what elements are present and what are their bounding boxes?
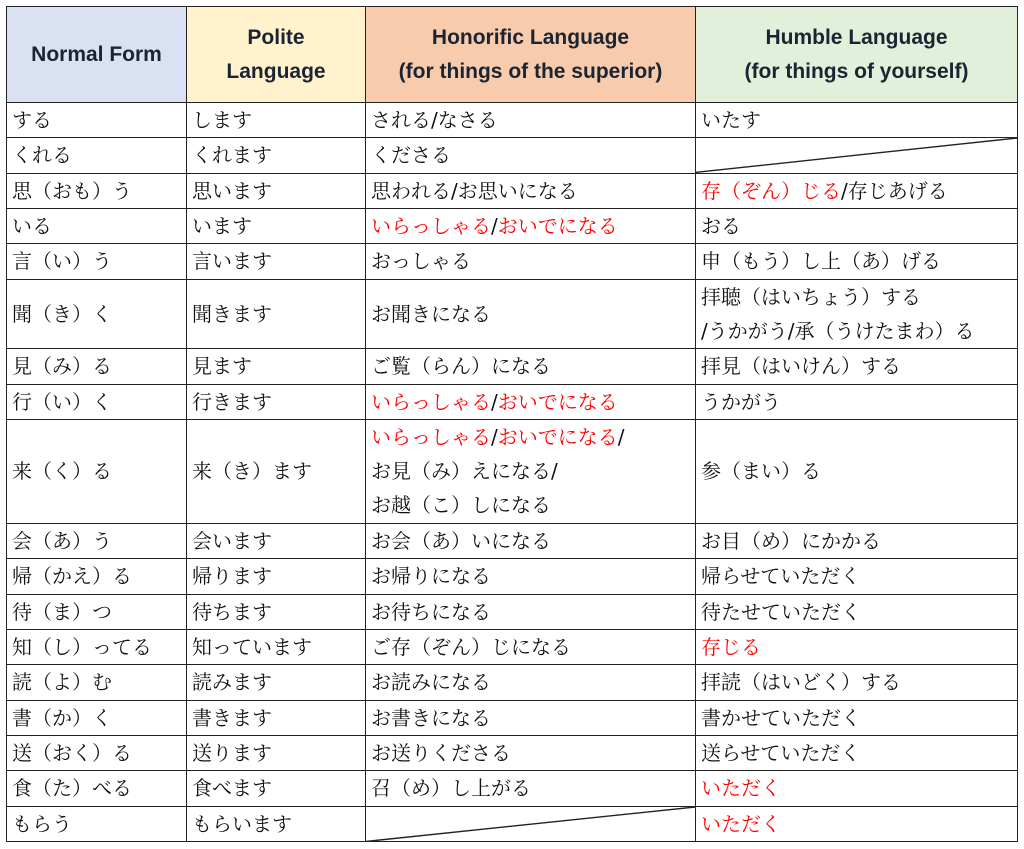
humble-line (701, 807, 1017, 841)
cell-honorific-not-applicable (366, 806, 696, 841)
cell-humble (696, 523, 1018, 558)
honorific-line (371, 174, 695, 208)
cell-normal-form: 食（た）べる (7, 771, 187, 806)
cell-honorific (366, 173, 696, 208)
text-segment: 拝聴（はいちょう）する (701, 284, 921, 309)
cell-polite: 見ます (187, 349, 366, 384)
cell-polite: 送ります (187, 735, 366, 770)
cell-humble (696, 384, 1018, 419)
cell-humble (696, 700, 1018, 735)
text-segment: 思われる/お思いになる (371, 178, 578, 203)
honorific-line (371, 385, 695, 419)
honorific-line (371, 559, 695, 593)
text-segment: おっしゃる (371, 249, 471, 274)
cell-honorific (366, 629, 696, 664)
cell-honorific (366, 384, 696, 419)
cell-polite: くれます (187, 138, 366, 173)
cell-normal-form: 知（し）ってる (7, 629, 187, 664)
table-row (7, 629, 1018, 664)
header-humble-language (696, 7, 1018, 103)
text-segment: 召（め）し上がる (371, 776, 531, 801)
humble-line (701, 524, 1017, 558)
honorific-line (371, 524, 695, 558)
text-segment: お書きになる (371, 705, 491, 730)
cell-normal-form: くれる (7, 138, 187, 173)
highlighted-text: いらっしゃる (371, 425, 491, 450)
cell-normal-form: 送（おく）る (7, 735, 187, 770)
text-segment: / (491, 425, 498, 450)
text-segment: お越（こ）しになる (371, 493, 551, 518)
cell-normal-form: いる (7, 208, 187, 243)
table-row (7, 103, 1018, 138)
table-row (7, 665, 1018, 700)
cell-polite: 待ちます (187, 594, 366, 629)
text-segment: お待ちになる (371, 599, 491, 624)
table-row (7, 771, 1018, 806)
table-row (7, 208, 1018, 243)
header-row (7, 7, 1018, 103)
cell-normal-form: 行（い）く (7, 384, 187, 419)
text-segment: 申（もう）し上（あ）げる (701, 249, 941, 274)
text-segment: お送りくださる (371, 741, 511, 766)
cell-humble (696, 629, 1018, 664)
text-segment: ご存（ぞん）じになる (371, 635, 571, 660)
text-segment: される/なさる (371, 108, 498, 133)
header-honorific-language (366, 7, 696, 103)
table-row (7, 419, 1018, 523)
highlighted-text: 存じる (701, 635, 761, 660)
text-segment: ご覧（らん）になる (371, 354, 551, 379)
cell-honorific (366, 138, 696, 173)
cell-normal-form: 書（か）く (7, 700, 187, 735)
honorific-line (371, 630, 695, 664)
cell-humble (696, 279, 1018, 349)
humble-line (701, 174, 1017, 208)
cell-polite: します (187, 103, 366, 138)
cell-normal-form: する (7, 103, 187, 138)
cell-normal-form: 言（い）う (7, 244, 187, 279)
cell-normal-form: 待（ま）つ (7, 594, 187, 629)
honorific-line (371, 349, 695, 383)
text-segment: / (491, 214, 498, 239)
honorific-line (371, 771, 695, 805)
text-segment: 書かせていただく (701, 705, 861, 730)
cell-polite: 聞きます (187, 279, 366, 349)
humble-line (701, 244, 1017, 278)
cell-polite: 来（き）ます (187, 419, 366, 523)
highlighted-text: いただく (701, 776, 781, 801)
header-normal-form (7, 7, 187, 103)
cell-humble (696, 594, 1018, 629)
header-line: Honorific Language (431, 25, 630, 49)
cell-honorific (366, 735, 696, 770)
cell-humble (696, 665, 1018, 700)
table-row (7, 523, 1018, 558)
keigo-table (6, 6, 1018, 842)
cell-humble (696, 208, 1018, 243)
honorific-line (371, 209, 695, 243)
honorific-line (371, 454, 695, 488)
table-row (7, 735, 1018, 770)
cell-honorific (366, 419, 696, 523)
text-segment: / (617, 425, 625, 450)
cell-humble (696, 244, 1018, 279)
humble-line (701, 209, 1017, 243)
cell-polite: 行きます (187, 384, 366, 419)
humble-line (701, 454, 1017, 488)
humble-line (701, 385, 1017, 419)
cell-polite: 食べます (187, 771, 366, 806)
text-segment: うかがう (701, 389, 781, 414)
cell-polite: 読みます (187, 665, 366, 700)
cell-humble (696, 173, 1018, 208)
cell-humble (696, 559, 1018, 594)
cell-polite: います (187, 208, 366, 243)
text-segment: / (491, 389, 498, 414)
humble-line (701, 314, 1017, 348)
text-segment: お帰りになる (371, 564, 491, 589)
header-line: Humble Language (765, 25, 948, 49)
cell-humble (696, 806, 1018, 841)
cell-normal-form: 読（よ）む (7, 665, 187, 700)
text-segment: 待たせていただく (701, 599, 861, 624)
humble-line (701, 665, 1017, 699)
table-row (7, 594, 1018, 629)
humble-line (701, 701, 1017, 735)
cell-humble-not-applicable (696, 138, 1018, 173)
humble-line (701, 630, 1017, 664)
highlighted-text: おいでになる (497, 425, 618, 450)
cell-honorific (366, 700, 696, 735)
highlighted-text: いらっしゃる (371, 214, 491, 239)
highlighted-text: いらっしゃる (371, 389, 491, 414)
cell-honorific (366, 279, 696, 349)
table-row (7, 806, 1018, 841)
humble-line (701, 559, 1017, 593)
text-segment: /存じあげる (841, 178, 948, 203)
text-segment: 参（まい）る (701, 459, 821, 484)
header-line: (for things of the superior) (398, 59, 663, 83)
cell-humble (696, 419, 1018, 523)
cell-polite: 言います (187, 244, 366, 279)
cell-normal-form: 来（く）る (7, 419, 187, 523)
honorific-line (371, 297, 695, 331)
text-segment: おる (701, 214, 741, 239)
cell-honorific (366, 103, 696, 138)
text-segment: 帰らせていただく (701, 564, 861, 589)
honorific-line (371, 103, 695, 137)
header-polite-language (187, 7, 366, 103)
cell-polite: 帰ります (187, 559, 366, 594)
table-row (7, 349, 1018, 384)
cell-humble (696, 771, 1018, 806)
header-line: Language (226, 59, 326, 83)
header-line: Normal Form (31, 42, 162, 66)
header-line: (for things of yourself) (744, 59, 969, 83)
honorific-line (371, 244, 695, 278)
cell-normal-form: 見（み）る (7, 349, 187, 384)
cell-honorific (366, 594, 696, 629)
cell-humble (696, 735, 1018, 770)
honorific-line (371, 736, 695, 770)
cell-polite: 知っています (187, 629, 366, 664)
text-segment: お読みになる (371, 670, 491, 695)
honorific-line (371, 665, 695, 699)
cell-honorific (366, 244, 696, 279)
text-segment: お目（め）にかかる (701, 529, 881, 554)
cell-honorific (366, 523, 696, 558)
cell-honorific (366, 559, 696, 594)
honorific-line (371, 138, 695, 172)
table-row (7, 384, 1018, 419)
humble-line (701, 280, 1017, 314)
table-body (7, 103, 1018, 842)
humble-line (701, 595, 1017, 629)
highlighted-text: 存（ぞん）じる (701, 178, 841, 203)
text-segment: 送らせていただく (701, 741, 861, 766)
table-row (7, 559, 1018, 594)
text-segment: いたす (701, 108, 761, 133)
honorific-line (371, 595, 695, 629)
not-applicable-diagonal (366, 807, 695, 841)
cell-honorific (366, 771, 696, 806)
cell-normal-form: 思（おも）う (7, 173, 187, 208)
highlighted-text: おいでになる (497, 214, 618, 239)
text-segment: お見（み）えになる/ (371, 459, 558, 484)
cell-normal-form: 会（あ）う (7, 523, 187, 558)
humble-line (701, 736, 1017, 770)
highlighted-text: いただく (701, 811, 781, 836)
cell-humble (696, 103, 1018, 138)
cell-normal-form: 聞（き）く (7, 279, 187, 349)
table-row (7, 700, 1018, 735)
cell-normal-form: もらう (7, 806, 187, 841)
table-row (7, 279, 1018, 349)
humble-line (701, 771, 1017, 805)
text-segment: 拝見（はいけん）する (701, 354, 901, 379)
honorific-line (371, 488, 695, 522)
humble-line (701, 103, 1017, 137)
humble-line (701, 349, 1017, 383)
highlighted-text: おいでになる (497, 389, 618, 414)
text-segment: 拝読（はいどく）する (701, 670, 901, 695)
cell-honorific (366, 208, 696, 243)
honorific-line (371, 701, 695, 735)
text-segment: お会（あ）いになる (371, 529, 551, 554)
cell-polite: 思います (187, 173, 366, 208)
header-line: Polite (247, 25, 305, 49)
cell-polite: もらいます (187, 806, 366, 841)
not-applicable-diagonal (696, 138, 1017, 172)
text-segment: くださる (371, 143, 451, 168)
cell-humble (696, 349, 1018, 384)
cell-polite: 会います (187, 523, 366, 558)
cell-normal-form: 帰（かえ）る (7, 559, 187, 594)
cell-honorific (366, 349, 696, 384)
text-segment: お聞きになる (371, 301, 491, 326)
table-row (7, 173, 1018, 208)
text-segment: /うかがう/承（うけたまわ）る (701, 318, 975, 343)
table-row (7, 244, 1018, 279)
table-row (7, 138, 1018, 173)
cell-polite: 書きます (187, 700, 366, 735)
honorific-line (371, 420, 695, 454)
cell-honorific (366, 665, 696, 700)
